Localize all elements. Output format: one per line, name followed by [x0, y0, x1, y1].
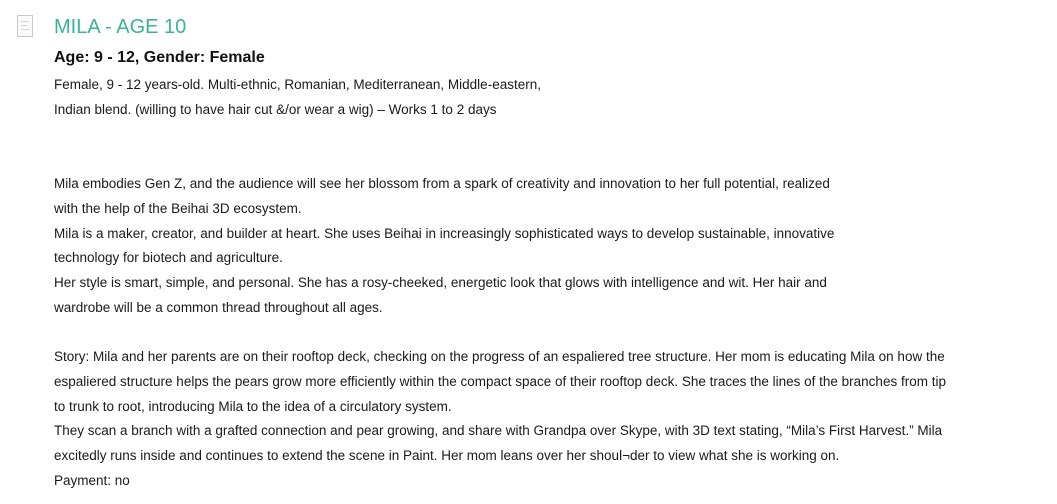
thumbnail-line	[21, 29, 29, 30]
story-line: They scan a branch with a grafted connection and pear growing, and share with Grandpa over Skype, with 3D text stating, “Mila’s First Harvest.” Mila	[54, 423, 943, 439]
story-line: excitedly runs inside and continues to extend the scene in Paint. Her mom leans over her shoul¬der to view what she is working on.	[54, 448, 840, 464]
character-line: Mila embodies Gen Z, and the audience will see her blossom from a spark of creativity and innovation to her full potential, realized	[54, 176, 830, 191]
story-summary	[54, 345, 946, 494]
payment-line: Payment: no	[54, 472, 130, 488]
character-line: with the help of the Beihai 3D ecosystem.	[54, 200, 302, 216]
thumbnail-line	[21, 21, 29, 22]
character-line: wardrobe will be a common thread throughout all ages.	[54, 299, 383, 315]
character-summary	[54, 172, 834, 321]
character-line: Her style is smart, simple, and personal. She has a rosy-cheeked, energetic look that glows with intelligence and wit. Her hair and	[54, 275, 827, 291]
role-description	[54, 73, 541, 123]
story-line: espaliered structure helps the pears grow more efficiently within the compact space of their rooftop deck. She traces the lines of the branches from tip	[54, 373, 946, 389]
character-line: Mila is a maker, creator, and builder at heart. She uses Beihai in increasingly sophisticated ways to develop sustainable, innovative	[54, 225, 835, 241]
role-subtitle: Age: 9 - 12, Gender: Female	[54, 49, 265, 66]
description-line: Indian blend. (willing to have hair cut &/or wear a wig) – Works 1 to 2 days	[54, 101, 497, 117]
story-line: to trunk to root, introducing Mila to the idea of a circulatory system.	[54, 398, 452, 414]
story-line: Story: Mila and her parents are on their rooftop deck, checking on the progress of an espaliered tree structure. Her mom is educating Mila on how the	[54, 349, 945, 364]
role-title: MILA - AGE 10	[54, 16, 187, 38]
document-thumbnail-icon[interactable]	[17, 15, 33, 37]
description-line: Female, 9 - 12 years-old. Multi-ethnic, Romanian, Mediterranean, Middle-eastern,	[54, 77, 541, 92]
thumbnail-line	[21, 25, 27, 26]
character-line: technology for biotech and agriculture.	[54, 250, 283, 266]
